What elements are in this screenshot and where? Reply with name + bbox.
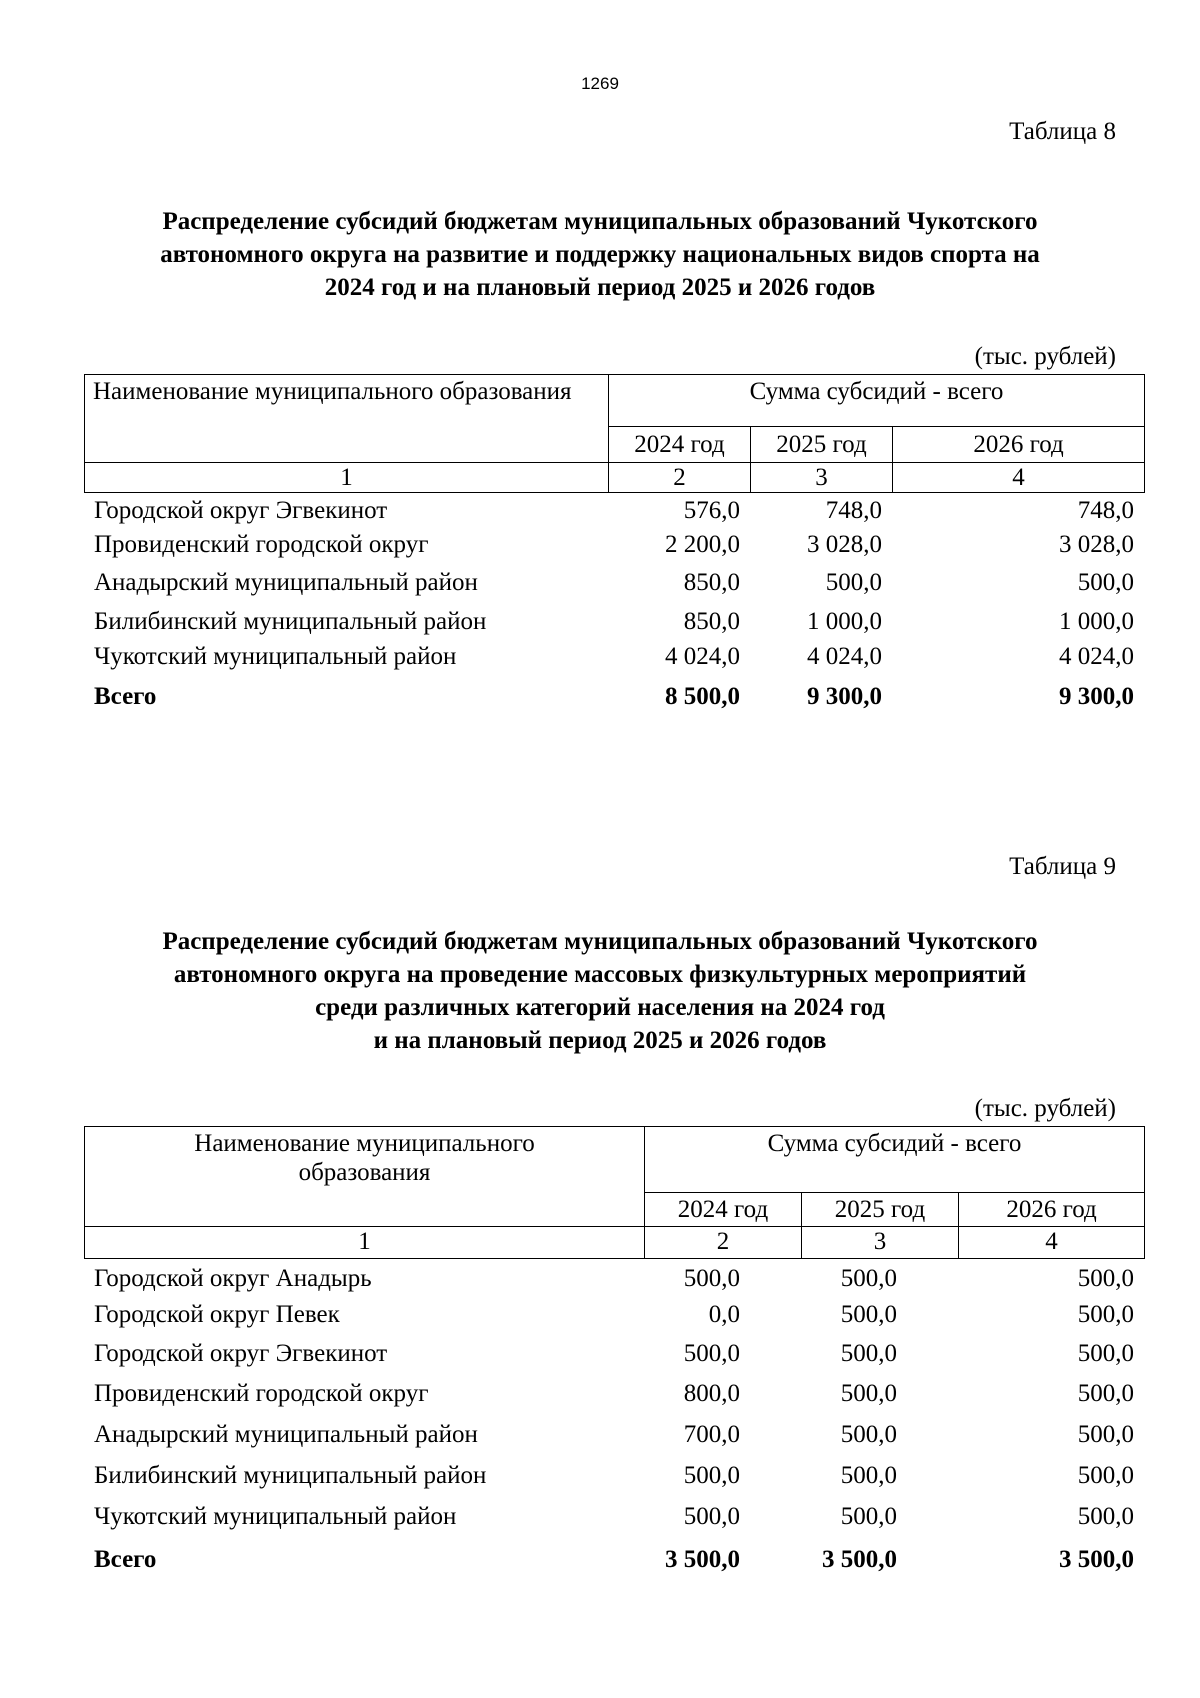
value-2024: 500,0 xyxy=(683,1265,740,1292)
header-year: 2026 год xyxy=(893,427,1145,463)
table-title xyxy=(100,205,1100,304)
row-name: Чукотский муниципальный район xyxy=(94,1503,457,1530)
column-number: 4 xyxy=(959,1227,1145,1259)
data-table xyxy=(84,494,1144,720)
table-row xyxy=(84,1296,1144,1334)
row-name: Городской округ Певек xyxy=(94,1301,340,1328)
title-line: 2024 год и на плановый период 2025 и 2026 годов xyxy=(324,274,876,301)
value-2026: 500,0 xyxy=(1077,1301,1134,1328)
row-name: Городской округ Эгвекинот xyxy=(94,1340,388,1367)
row-name: Городской округ Эгвекинот xyxy=(94,497,388,524)
header-year: 2024 год xyxy=(645,1193,802,1227)
value-2026: 4 024,0 xyxy=(1059,643,1134,670)
total-label: Всего xyxy=(94,683,157,710)
title-line: автономного округа на проведение массовых физкультурных мероприятий xyxy=(173,961,1027,988)
value-2026: 748,0 xyxy=(1077,497,1134,524)
table-row xyxy=(84,1456,1144,1496)
header-name-text: Наименование муниципального образования xyxy=(93,378,572,405)
value-2024: 800,0 xyxy=(683,1380,740,1407)
value-2024: 500,0 xyxy=(683,1503,740,1530)
table-row xyxy=(84,562,1144,604)
value-2024: 576,0 xyxy=(683,497,740,524)
value-2024: 2 200,0 xyxy=(665,531,740,558)
table-label: Таблица 9 xyxy=(1009,853,1116,880)
header-year: 2025 год xyxy=(751,427,893,463)
column-number: 1 xyxy=(85,1227,645,1259)
table-title xyxy=(100,925,1100,1057)
column-number: 4 xyxy=(893,463,1145,493)
total-2025: 9 300,0 xyxy=(807,683,882,710)
value-2024: 500,0 xyxy=(683,1340,740,1367)
column-number: 3 xyxy=(802,1227,959,1259)
value-2026: 500,0 xyxy=(1077,569,1134,596)
header-name-text: образования xyxy=(298,1159,431,1186)
title-line: Распределение субсидий бюджетам муниципальных образований Чукотского xyxy=(162,208,1038,235)
value-2025: 4 024,0 xyxy=(807,643,882,670)
header-name-column xyxy=(85,1127,645,1227)
page-number: 1269 xyxy=(581,74,619,93)
value-2025: 748,0 xyxy=(825,497,882,524)
unit-label: (тыс. рублей) xyxy=(974,343,1116,370)
total-2026: 9 300,0 xyxy=(1059,683,1134,710)
table-label: Таблица 8 xyxy=(1009,118,1116,145)
row-name: Провиденский городской округ xyxy=(94,531,429,558)
value-2026: 500,0 xyxy=(1077,1503,1134,1530)
value-2025: 1 000,0 xyxy=(807,608,882,635)
header-sum-column: Сумма субсидий - всего xyxy=(645,1127,1145,1193)
value-2025: 500,0 xyxy=(825,569,882,596)
table-header-grid xyxy=(84,1126,1145,1259)
total-2024: 8 500,0 xyxy=(665,683,740,710)
value-2024: 850,0 xyxy=(683,569,740,596)
table-row xyxy=(84,604,1144,640)
value-2024: 4 024,0 xyxy=(665,643,740,670)
row-name: Чукотский муниципальный район xyxy=(94,643,457,670)
value-2026: 500,0 xyxy=(1077,1421,1134,1448)
total-2025: 3 500,0 xyxy=(822,1546,897,1573)
value-2025: 500,0 xyxy=(840,1421,897,1448)
value-2024: 850,0 xyxy=(683,608,740,635)
unit-label: (тыс. рублей) xyxy=(974,1095,1116,1122)
total-label: Всего xyxy=(94,1546,157,1573)
table-row xyxy=(84,1496,1144,1538)
table-header-grid xyxy=(84,374,1145,493)
total-row xyxy=(84,674,1144,720)
total-2026: 3 500,0 xyxy=(1059,1546,1134,1573)
column-number: 2 xyxy=(645,1227,802,1259)
title-line: Распределение субсидий бюджетам муниципальных образований Чукотского xyxy=(162,928,1038,955)
header-year: 2025 год xyxy=(802,1193,959,1227)
table-row xyxy=(84,1414,1144,1456)
value-2025: 500,0 xyxy=(840,1503,897,1530)
title-line: и на плановый период 2025 и 2026 годов xyxy=(373,1027,827,1054)
value-2025: 500,0 xyxy=(840,1340,897,1367)
header-sum-column: Сумма субсидий - всего xyxy=(609,375,1145,427)
value-2026: 500,0 xyxy=(1077,1380,1134,1407)
value-2025: 500,0 xyxy=(840,1301,897,1328)
value-2026: 500,0 xyxy=(1077,1340,1134,1367)
title-line: автономного округа на развитие и поддержку национальных видов спорта на xyxy=(160,241,1040,268)
value-2025: 3 028,0 xyxy=(807,531,882,558)
value-2025: 500,0 xyxy=(840,1265,897,1292)
header-name-text: Наименование муниципального xyxy=(194,1130,535,1157)
total-row xyxy=(84,1538,1144,1582)
table-row xyxy=(84,1374,1144,1414)
value-2024: 0,0 xyxy=(708,1301,740,1328)
row-name: Городской округ Анадырь xyxy=(94,1265,372,1292)
column-number: 1 xyxy=(85,463,609,493)
header-year: 2026 год xyxy=(959,1193,1145,1227)
value-2025: 500,0 xyxy=(840,1462,897,1489)
value-2024: 500,0 xyxy=(683,1462,740,1489)
row-name: Провиденский городской округ xyxy=(94,1380,429,1407)
value-2026: 3 028,0 xyxy=(1059,531,1134,558)
table-row xyxy=(84,494,1144,528)
title-line: среди различных категорий населения на 2024 год xyxy=(315,994,885,1021)
value-2024: 700,0 xyxy=(683,1421,740,1448)
data-table xyxy=(84,1262,1144,1582)
total-2024: 3 500,0 xyxy=(665,1546,740,1573)
row-name: Анадырский муниципальный район xyxy=(94,569,478,596)
table-row xyxy=(84,1334,1144,1374)
table-row xyxy=(84,640,1144,674)
header-name-column xyxy=(85,375,609,463)
table-row xyxy=(84,528,1144,562)
value-2026: 500,0 xyxy=(1077,1462,1134,1489)
column-number: 3 xyxy=(751,463,893,493)
row-name: Анадырский муниципальный район xyxy=(94,1421,478,1448)
value-2026: 500,0 xyxy=(1077,1265,1134,1292)
value-2025: 500,0 xyxy=(840,1380,897,1407)
table-row xyxy=(84,1262,1144,1296)
header-year: 2024 год xyxy=(609,427,751,463)
row-name: Билибинский муниципальный район xyxy=(94,608,487,635)
column-number: 2 xyxy=(609,463,751,493)
row-name: Билибинский муниципальный район xyxy=(94,1462,487,1489)
value-2026: 1 000,0 xyxy=(1059,608,1134,635)
